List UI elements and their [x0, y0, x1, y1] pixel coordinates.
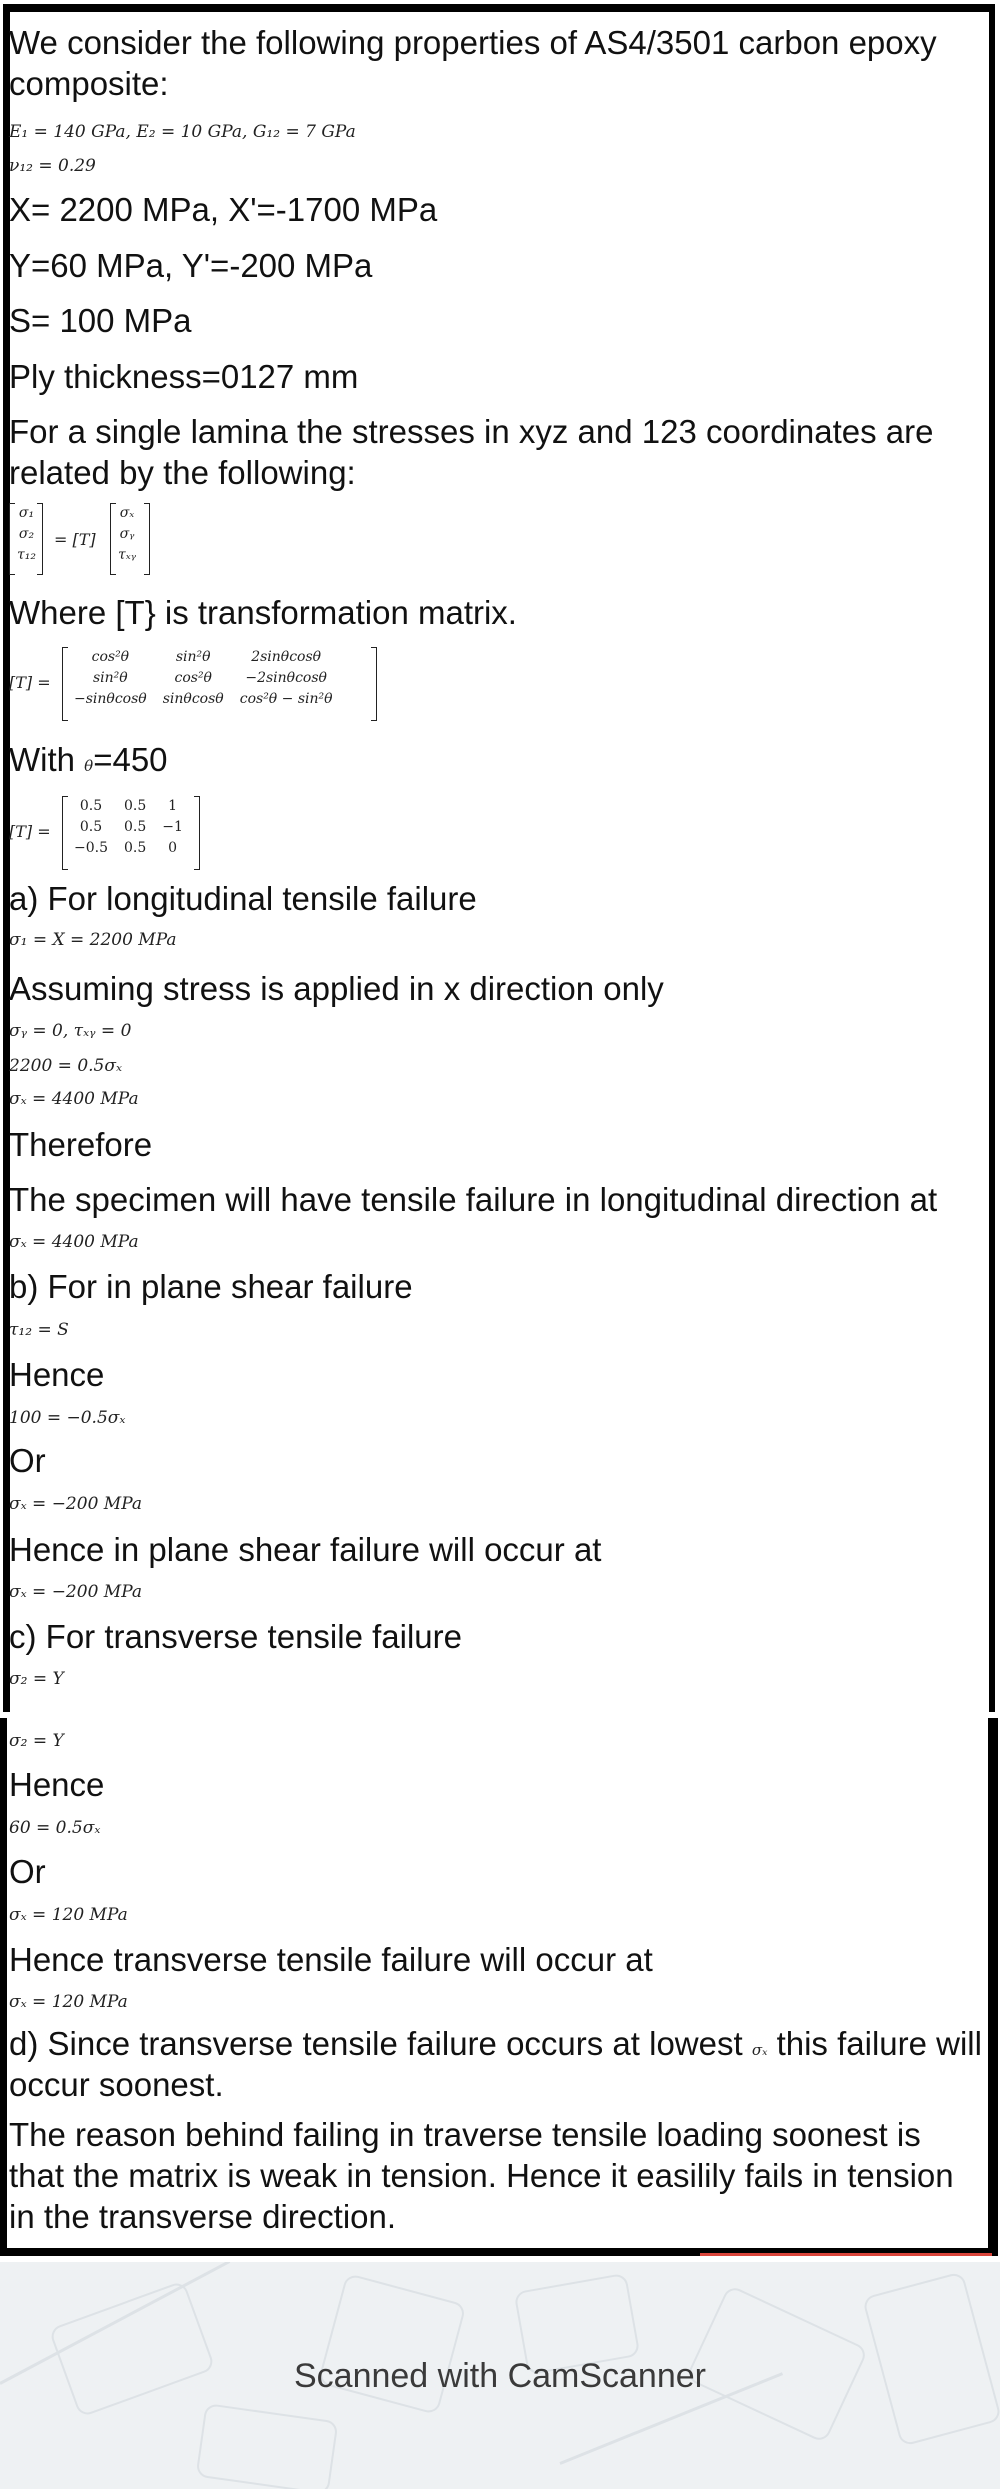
part-c-eq3: σₓ = 120 MPa	[9, 1905, 128, 1925]
camscanner-label: Scanned with CamScanner	[293, 2357, 706, 2395]
part-a-therefore: Therefore	[9, 1126, 153, 1163]
part-a-conclusion: The specimen will have tensile failure in longitudinal direction at	[9, 1181, 938, 1218]
part-c-eq1: σ₂ = Y	[9, 1669, 64, 1689]
strength-x: X= 2200 MPa, X'=-1700 MPa	[9, 191, 438, 228]
strength-y: Y=60 MPa, Y'=-200 MPa	[9, 247, 373, 284]
part-c-hence: Hence	[9, 1766, 105, 1803]
part-c-heading: c) For transverse tensile failure	[9, 1618, 462, 1655]
part-b-conclusion: Hence in plane shear failure will occur at	[9, 1531, 602, 1568]
part-a-eq1: σ₁ = X = 2200 MPa	[9, 930, 177, 950]
t-matrix-numeric: 0.5 0.5 1 0.5 0.5 −1 −0.5 0.5 0	[62, 796, 200, 870]
stress-vector-123: σ₁ σ₂ τ₁₂	[9, 503, 43, 575]
poisson-ratio: ν₁₂ = 0.29	[9, 156, 96, 176]
theta-value: =450	[93, 741, 168, 778]
part-a-assume: Assuming stress is applied in x direction only	[9, 970, 664, 1007]
part-b-eq2: 100 = −0.5σₓ	[9, 1408, 126, 1428]
t-matrix-label: [T] =	[9, 673, 51, 692]
part-d-symbol: σₓ	[751, 2041, 768, 2059]
part-a-eq4: σₓ = 4400 MPa	[9, 1089, 139, 1109]
where-text: Where [T} is transformation matrix.	[9, 594, 517, 631]
relation-operator: = [T]	[54, 530, 96, 549]
part-b-or: Or	[9, 1442, 46, 1479]
part-c-or: Or	[9, 1853, 46, 1890]
camscanner-footer	[0, 2262, 1000, 2489]
part-c-conclusion: Hence transverse tensile failure will occur at	[9, 1941, 653, 1978]
part-a-eq3: 2200 = 0.5σₓ	[9, 1056, 122, 1076]
elastic-properties: E₁ = 140 GPa, E₂ = 10 GPa, G₁₂ = 7 GPa	[9, 122, 356, 142]
part-d-before: d) Since transverse tensile failure occurs at lowest	[9, 2025, 743, 2062]
scan-red-edge	[700, 2253, 992, 2256]
part-b-eq1: τ₁₂ = S	[9, 1320, 69, 1340]
part-b-eq3: σₓ = −200 MPa	[9, 1494, 143, 1514]
part-a-eq5: σₓ = 4400 MPa	[9, 1232, 139, 1252]
part-c-eq4: σₓ = 120 MPa	[9, 1992, 128, 2012]
relation-text: For a single lamina the stresses in xyz and 123 coordinates are related by the following:	[9, 413, 934, 491]
part-d-reason: The reason behind failing in traverse tensile loading soonest is that the matrix is weak in tension. Hence it easilily fails in tension in the transverse direction.	[9, 2116, 954, 2235]
part-b-eq4: σₓ = −200 MPa	[9, 1582, 143, 1602]
part-d-after: this failure will occur soonest.	[9, 2025, 982, 2103]
part-c-eq2: 60 = 0.5σₓ	[9, 1818, 101, 1838]
part-b-hence: Hence	[9, 1356, 105, 1393]
strength-s: S= 100 MPa	[9, 302, 192, 339]
part-d-text	[9, 2023, 984, 2105]
theta-symbol: θ	[84, 757, 94, 775]
part-a-eq2: σᵧ = 0, τₓᵧ = 0	[9, 1021, 132, 1041]
t-numeric-label: [T] =	[9, 822, 51, 841]
part-c-eq1-repeat: σ₂ = Y	[9, 1731, 64, 1751]
ply-thickness: Ply thickness=0127 mm	[9, 358, 359, 395]
stress-vector-xyz: σₓ σᵧ τₓᵧ	[110, 503, 150, 575]
t-matrix-general: cos²θ sin²θ 2sinθcosθ sin²θ cos²θ −2sinθcosθ −sinθcosθ sinθcosθ cos²θ − sin²θ	[62, 647, 377, 721]
with-label: With	[9, 741, 75, 778]
intro-text: We consider the following properties of AS4/3501 carbon epoxy composite:	[9, 24, 937, 102]
part-b-heading: b) For in plane shear failure	[9, 1268, 413, 1305]
footer-deco-card	[48, 2280, 215, 2418]
part-a-heading: a) For longitudinal tensile failure	[9, 880, 477, 917]
footer-deco-paper	[196, 2403, 339, 2489]
with-theta-line	[9, 740, 168, 780]
